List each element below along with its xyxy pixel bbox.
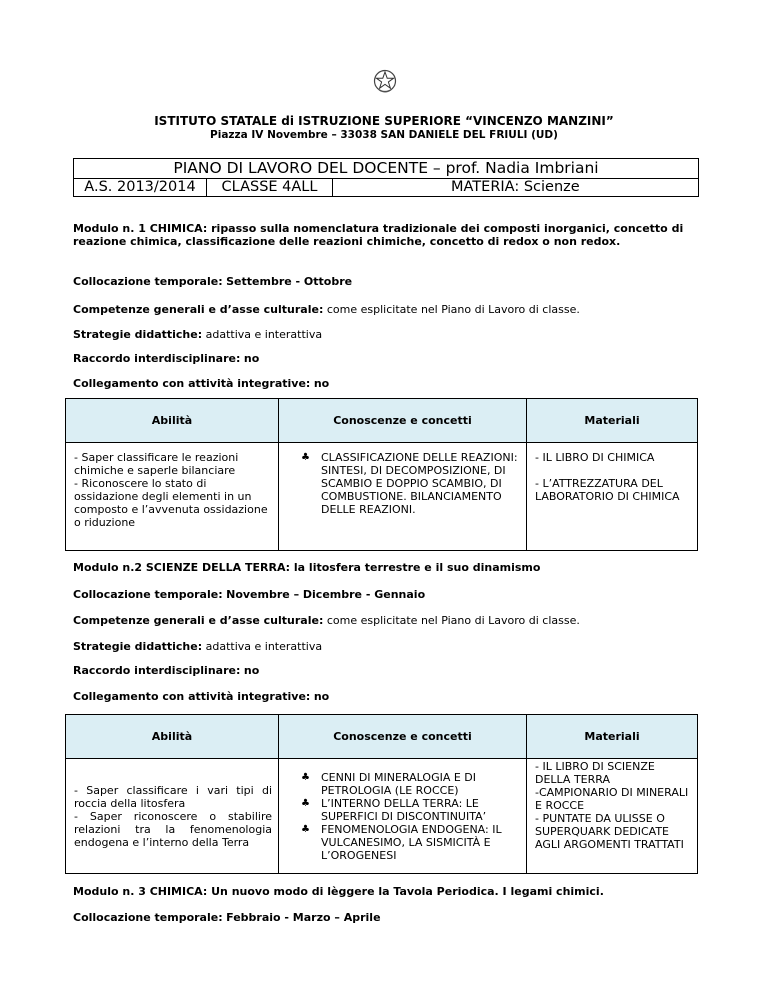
school-address: Piazza IV Novembre – 33038 SAN DANIELE DEL FRIULI (UD): [210, 129, 558, 141]
col-conoscenze: Conoscenze e concetti: [279, 399, 527, 443]
plan-title: PIANO DI LAVORO DEL DOCENTE – prof. Nadia Imbriani: [74, 159, 698, 179]
module-2-competenze: Competenze generali e d’asse culturale: come esplicitate nel Piano di Lavoro di classe.: [73, 614, 580, 627]
club-bullet-icon: ♣: [301, 797, 310, 809]
module-2-table: [65, 714, 698, 874]
club-bullet-icon: ♣: [301, 823, 310, 835]
module-1-collegamento: Collegamento con attività integrative: no: [73, 377, 330, 390]
module-2-title: Modulo n.2 SCIENZE DELLA TERRA: la litosfera terrestre e il suo dinamismo: [73, 561, 541, 574]
list-item: ♣ CENNI DI MINERALOGIA E DI PETROLOGIA (LE ROCCE): [301, 770, 477, 797]
module-1-title: Modulo n. 1 CHIMICA: ripasso sulla nomenclatura tradizionale dei composti inorganici, concetto di reazione chimica, classificazione delle reazioni chimiche, concetto di redox o non redox.: [73, 222, 684, 248]
list-item: ♣ CLASSIFICAZIONE DELLE REAZIONI: SINTESI, DI DECOMPOSIZIONE, DI SCAMBIO E DOPPIO SCAMBIO, DI COMBUSTIONE. BILANCIAMENTO DELLE REAZIONI.: [301, 451, 518, 516]
module-2-raccordo: Raccordo interdisciplinare: no: [73, 664, 260, 677]
italian-republic-emblem-icon: [373, 68, 397, 94]
subject: MATERIA: Scienze: [451, 179, 580, 195]
plan-header-table: [73, 158, 699, 197]
module-1-table: [65, 398, 698, 551]
module-2-collocazione: Collocazione temporale: Novembre – Dicembre - Gennaio: [73, 588, 426, 601]
module-1-materiale-2: - L’ATTREZZATURA DEL LABORATORIO DI CHIMICA: [535, 477, 680, 503]
module-1-materiale-1: - IL LIBRO DI CHIMICA: [535, 451, 655, 464]
school-name: ISTITUTO STATALE di ISTRUZIONE SUPERIORE “VINCENZO MANZINI”: [154, 114, 614, 128]
list-item: ♣ FENOMENOLOGIA ENDOGENA: IL VULCANESIMO, LA SISMICITÀ E L’OROGENESI: [301, 822, 502, 862]
module-1-strategie: Strategie didattiche: adattiva e interattiva: [73, 328, 323, 341]
module-1-competenze: Competenze generali e d’asse culturale: come esplicitate nel Piano di Lavoro di classe.: [73, 303, 580, 316]
module-2-strategie: Strategie didattiche: adattiva e interattiva: [73, 640, 323, 653]
school-year: A.S. 2013/2014: [74, 179, 207, 196]
class-name: CLASSE 4ALL: [207, 179, 333, 196]
club-bullet-icon: ♣: [301, 452, 310, 463]
col-abilita: Abilità: [66, 715, 279, 759]
module-3-title: Modulo n. 3 CHIMICA: Un nuovo modo di lèggere la Tavola Periodica. I legami chimici.: [73, 885, 604, 898]
col-abilita: Abilità: [66, 399, 279, 443]
col-materiali: Materiali: [527, 399, 698, 443]
module-3-collocazione: Collocazione temporale: Febbraio - Marzo – Aprile: [73, 911, 381, 924]
module-2-collegamento: Collegamento con attività integrative: no: [73, 690, 330, 703]
col-materiali: Materiali: [527, 715, 698, 759]
module-2-materiali: - IL LIBRO DI SCIENZE DELLA TERRA -CAMPIONARIO DI MINERALI E ROCCE - PUNTATE DA ULISSE O SUPERQUARK DEDICATE AGLI ARGOMENTI TRATTATI: [535, 760, 689, 851]
module-2-abilita: - Saper classificare i vari tipi di roccia della litosfera - Saper riconoscere o stabilire relazioni tra la fenomenologia endogena e l’interno della Terra: [74, 783, 272, 849]
club-bullet-icon: ♣: [301, 771, 310, 783]
module-1-abilita: - Saper classificare le reazioni chimiche e saperle bilanciare - Riconoscere lo stato di ossidazione degli elementi in un composto e l’avvenuta ossidazione o riduzione: [74, 451, 268, 529]
col-conoscenze: Conoscenze e concetti: [279, 715, 527, 759]
module-1-collocazione: Collocazione temporale: Settembre - Ottobre: [73, 275, 353, 288]
list-item: ♣ L’INTERNO DELLA TERRA: LE SUPERFICI DI DISCONTINUITA’: [301, 796, 487, 823]
module-1-raccordo: Raccordo interdisciplinare: no: [73, 352, 260, 365]
